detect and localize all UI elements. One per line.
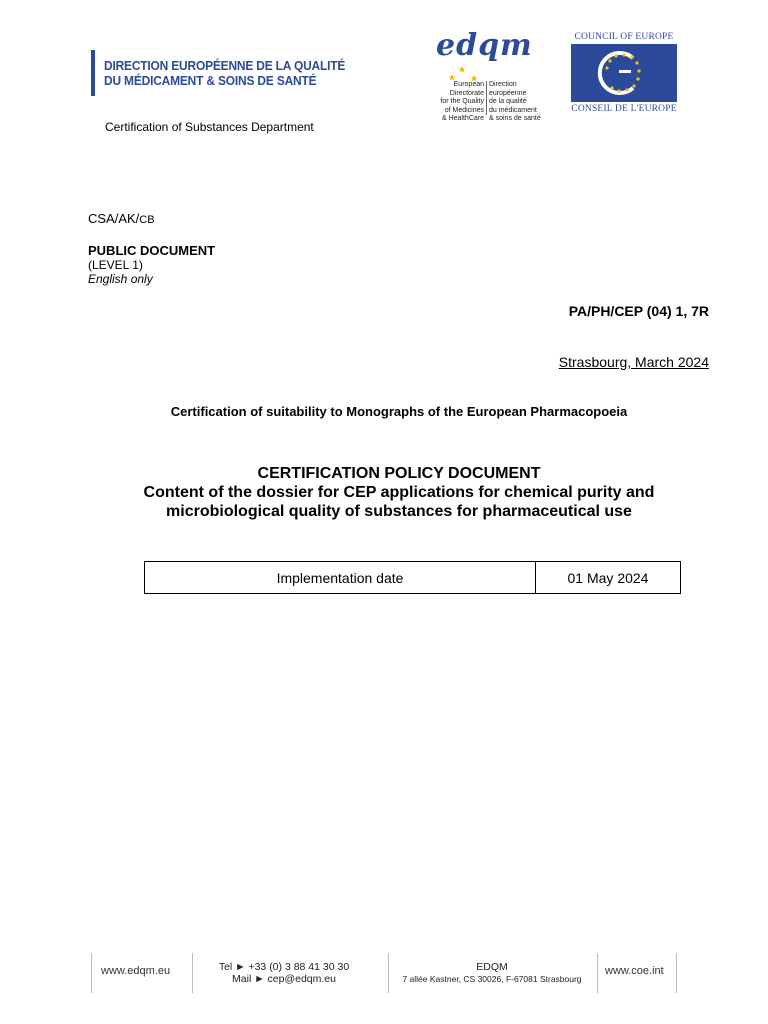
coe-logo-english: COUNCIL OF EUROPE	[574, 32, 674, 42]
title-line-1: CERTIFICATION POLICY DOCUMENT	[257, 465, 541, 482]
footer-edqm-website[interactable]: www.edqm.eu	[101, 965, 171, 977]
document-level: (LEVEL 1)	[88, 258, 143, 272]
document-language: English only	[88, 272, 153, 286]
edqm-fr-line: Direction européenne	[489, 81, 527, 97]
edqm-english-name	[418, 81, 484, 124]
document-code: PA/PH/CEP (04) 1, 7R	[568, 303, 709, 319]
reference-code: CSA/AK/	[88, 211, 140, 226]
edqm-fr-line: de la qualité	[489, 98, 527, 105]
coe-logo-french: CONSEIL DE L'EUROPE	[571, 104, 677, 114]
department-name: Certification of Substances Department	[105, 120, 314, 134]
footer-contact	[204, 961, 364, 985]
directorate-line-2: DU MÉDICAMENT & SOINS DE SANTÉ	[104, 73, 317, 88]
footer-mail[interactable]: Mail ► cep@edqm.eu	[232, 973, 336, 985]
footer-coe-website[interactable]: www.coe.int	[605, 965, 664, 977]
edqm-logo-divider	[486, 81, 487, 115]
place-and-date: Strasbourg, March 2024	[558, 354, 709, 370]
edqm-en-line: European Directorate	[449, 81, 484, 97]
edqm-stars-icon	[446, 62, 496, 82]
edqm-en-line: & HealthCare	[441, 115, 484, 122]
reference-suffix: CB	[139, 214, 155, 226]
implementation-date-label: Implementation date	[145, 562, 536, 593]
footer-divider	[388, 953, 389, 993]
directorate-bar	[91, 50, 95, 96]
document-classification: PUBLIC DOCUMENT	[88, 243, 216, 258]
footer-divider	[192, 953, 193, 993]
footer-divider	[597, 953, 598, 993]
document-subtitle: Certification of suitability to Monographs of the European Pharmacopoeia	[170, 404, 628, 419]
coe-emblem-icon	[571, 44, 677, 102]
footer-organisation	[392, 961, 592, 985]
implementation-date-table	[144, 561, 681, 594]
document-title	[0, 464, 768, 521]
footer-divider	[91, 953, 92, 993]
title-line-2: Content of the dossier for CEP applications for chemical purity and	[143, 484, 655, 501]
coe-logo-emblem	[571, 44, 677, 102]
implementation-date-value: 01 May 2024	[567, 569, 649, 586]
directorate-line-1: DIRECTION EUROPÉENNE DE LA QUALITÉ	[104, 58, 346, 73]
edqm-fr-line: & soins de santé	[489, 115, 541, 122]
footer-address: 7 allée Kastner, CS 30026, F-67081 Strasbourg	[402, 974, 582, 984]
document-reference	[88, 211, 155, 226]
edqm-french-name	[489, 81, 555, 124]
footer-org-name: EDQM	[476, 961, 508, 973]
footer-divider	[676, 953, 677, 993]
edqm-en-line: for the Quality	[440, 98, 484, 105]
edqm-logo-wordmark: edqm	[436, 28, 533, 63]
title-line-3: microbiological quality of substances for pharmaceutical use	[166, 503, 632, 520]
footer-tel: Tel ► +33 (0) 3 88 41 30 30	[218, 961, 350, 973]
edqm-en-line: of Medicines	[444, 106, 484, 114]
edqm-fr-line: du médicament	[489, 106, 537, 114]
directorate-name	[104, 58, 345, 88]
